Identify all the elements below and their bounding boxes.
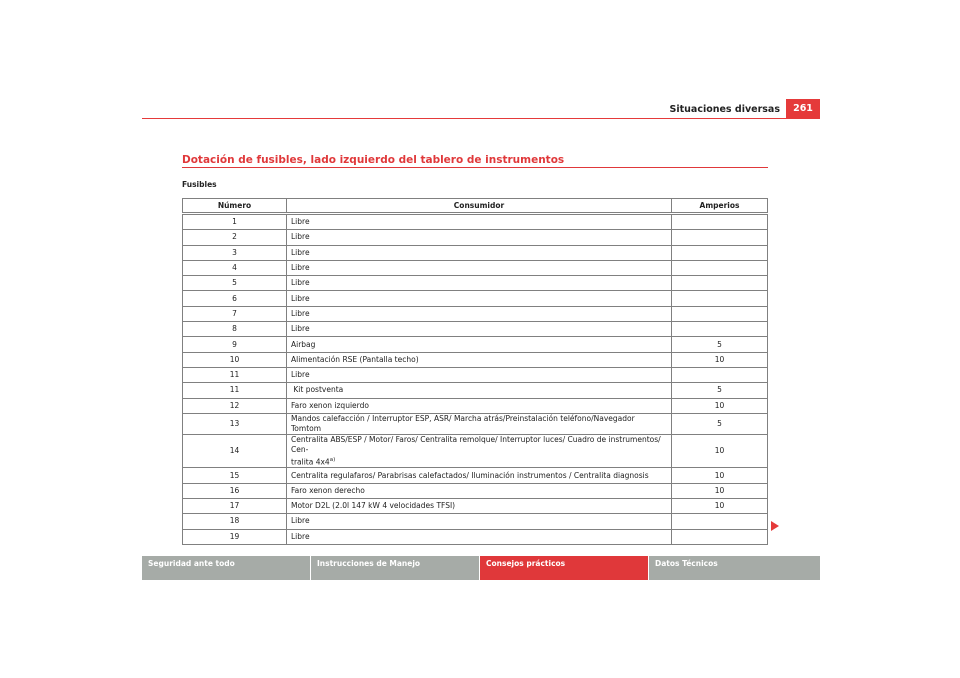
table-row [183, 468, 768, 483]
fuse-number: 6 [183, 291, 287, 306]
fuse-number: 4 [183, 260, 287, 275]
fuse-amps: 10 [672, 498, 768, 513]
fuse-amps [672, 214, 768, 230]
fuse-consumer: Kit postventa [287, 383, 672, 398]
fuse-consumer: Libre [287, 260, 672, 275]
fuse-number: 9 [183, 337, 287, 352]
fuse-consumer: Libre [287, 529, 672, 544]
table-row [183, 245, 768, 260]
fuse-number: 11 [183, 383, 287, 398]
table-row [183, 230, 768, 245]
fuse-number: 11 [183, 367, 287, 382]
table-row [183, 398, 768, 413]
page-number: 261 [786, 99, 820, 118]
fuse-consumer: Faro xenon izquierdo [287, 398, 672, 413]
fuse-number: 12 [183, 398, 287, 413]
fuse-amps [672, 260, 768, 275]
fuse-amps: 10 [672, 434, 768, 468]
header-title: Situaciones diversas [669, 104, 780, 115]
fuse-amps: 5 [672, 383, 768, 398]
fuse-consumer: Libre [287, 322, 672, 337]
table-row [183, 413, 768, 434]
fuse-amps [672, 367, 768, 382]
fuse-consumer: Libre [287, 230, 672, 245]
fuse-number: 10 [183, 352, 287, 367]
fuse-amps [672, 291, 768, 306]
fuse-number: 19 [183, 529, 287, 544]
fuse-consumer-line1: Centralita ABS/ESP / Motor/ Faros/ Centralita remolque/ Interruptor luces/ Cuadro de instrumentos/ Cen- [291, 434, 661, 454]
nav-tab-datos[interactable]: Datos Técnicos [649, 556, 820, 580]
fuse-consumer: Libre [287, 306, 672, 321]
fuse-amps: 10 [672, 468, 768, 483]
fuse-number: 2 [183, 230, 287, 245]
table-row [183, 306, 768, 321]
fuses-subheading: Fusibles [182, 180, 217, 189]
section-title: Dotación de fusibles, lado izquierdo del tablero de instrumentos [182, 154, 565, 166]
fuse-consumer: Libre [287, 514, 672, 529]
fuse-number: 7 [183, 306, 287, 321]
fuse-consumer [287, 434, 672, 468]
table-row [183, 276, 768, 291]
table-row [183, 260, 768, 275]
fuse-consumer: Libre [287, 214, 672, 230]
fuse-amps: 10 [672, 483, 768, 498]
fuse-amps [672, 514, 768, 529]
fuse-number: 16 [183, 483, 287, 498]
table-row [183, 367, 768, 382]
table-row [183, 434, 768, 468]
fuse-consumer: Libre [287, 291, 672, 306]
fuse-consumer: Centralita regulafaros/ Parabrisas calefactados/ Iluminación instrumentos / Centralita diagnosis [287, 468, 672, 483]
fuse-number: 3 [183, 245, 287, 260]
table-row [183, 352, 768, 367]
fuse-consumer: Libre [287, 276, 672, 291]
fuse-amps: 10 [672, 398, 768, 413]
section-title-rule [182, 167, 768, 168]
fuse-consumer: Mandos calefacción / Interruptor ESP, ASR/ Marcha atrás/Preinstalación teléfono/Navegador Tomtom [287, 413, 672, 434]
fuse-number: 13 [183, 413, 287, 434]
fuse-consumer: Faro xenon derecho [287, 483, 672, 498]
table-row [183, 291, 768, 306]
table-row [183, 483, 768, 498]
table-row [183, 529, 768, 544]
table-header-row [183, 199, 768, 214]
fuse-number: 14 [183, 434, 287, 468]
fuse-number: 18 [183, 514, 287, 529]
fuse-consumer: Alimentación RSE (Pantalla techo) [287, 352, 672, 367]
table-row [183, 322, 768, 337]
fuse-number: 8 [183, 322, 287, 337]
table-row [183, 214, 768, 230]
fuse-amps: 5 [672, 413, 768, 434]
footnote-marker: a) [329, 456, 336, 463]
fuse-amps [672, 230, 768, 245]
column-header-number: Número [183, 199, 287, 214]
fuse-amps [672, 322, 768, 337]
table-row [183, 514, 768, 529]
column-header-amps: Amperios [672, 199, 768, 214]
fuse-amps: 10 [672, 352, 768, 367]
fuse-number: 5 [183, 276, 287, 291]
fuse-amps [672, 306, 768, 321]
fuse-amps [672, 276, 768, 291]
table-row [183, 498, 768, 513]
fuse-consumer: Libre [287, 367, 672, 382]
nav-tab-instrucciones[interactable]: Instrucciones de Manejo [311, 556, 479, 580]
fuse-amps [672, 529, 768, 544]
fuse-consumer: Libre [287, 245, 672, 260]
fuse-number: 17 [183, 498, 287, 513]
fuse-consumer: Motor D2L (2.0l 147 kW 4 velocidades TFSI) [287, 498, 672, 513]
table-row [183, 383, 768, 398]
fuse-number: 1 [183, 214, 287, 230]
fuse-table [182, 198, 768, 545]
fuse-number: 15 [183, 468, 287, 483]
nav-tab-seguridad[interactable]: Seguridad ante todo [142, 556, 310, 580]
header-rule [142, 118, 820, 119]
column-header-consumer: Consumidor [287, 199, 672, 214]
fuse-amps: 5 [672, 337, 768, 352]
nav-tab-consejos[interactable]: Consejos prácticos [480, 556, 648, 580]
fuse-consumer: Airbag [287, 337, 672, 352]
continue-arrow-icon[interactable] [771, 521, 779, 531]
fuse-consumer-line2: tralita 4x4 [291, 457, 330, 467]
fuse-amps [672, 245, 768, 260]
table-row [183, 337, 768, 352]
